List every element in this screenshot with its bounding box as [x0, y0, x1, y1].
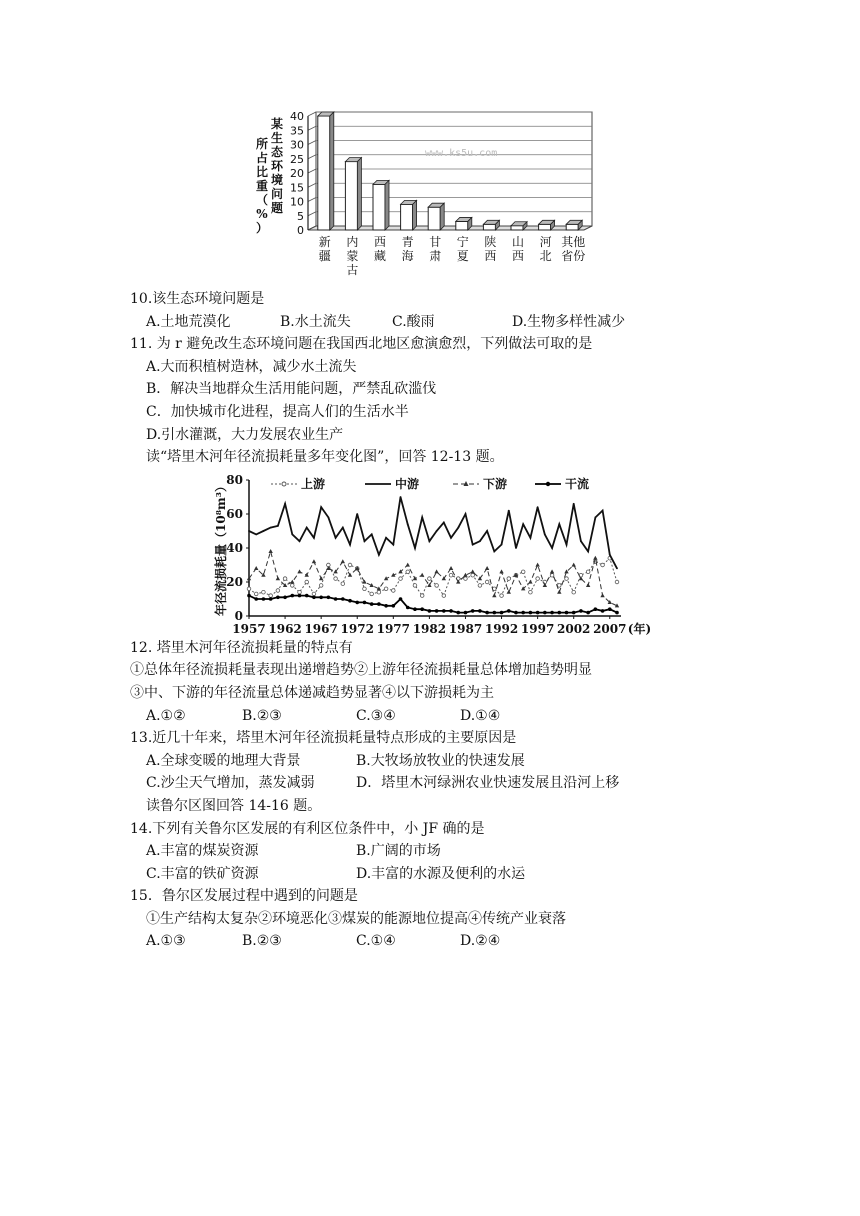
x-tick-line: 北	[539, 249, 552, 263]
y-label-char: ）	[255, 221, 269, 235]
x-axis-label: (年)	[627, 622, 652, 636]
bar	[483, 220, 499, 230]
grid-diagonal	[308, 141, 316, 145]
grid-diagonal	[308, 198, 316, 202]
x-tick-line: 河	[539, 235, 552, 249]
option-a: A.全球变暖的地理大背景	[146, 752, 301, 769]
bar-front	[373, 184, 385, 230]
option-d: D.丰富的水源及便利的水运	[356, 865, 526, 882]
question-12: 12. 塔里木河年径流损耗量的特点有	[130, 639, 353, 656]
x-tick-label	[374, 235, 386, 263]
x-tick-label: 1992	[484, 622, 519, 636]
bar-front	[566, 224, 578, 230]
y-tick-label: 30	[290, 138, 304, 152]
x-tick-line: 肃	[429, 249, 442, 263]
option-b: B.水土流失	[280, 313, 351, 330]
bar	[539, 220, 555, 230]
y-tick-label: 20	[290, 167, 304, 180]
x-tick-line: 藏	[373, 249, 387, 263]
grid-diagonal	[308, 183, 316, 187]
question-15-options	[130, 930, 730, 953]
bars	[318, 112, 582, 230]
question-11-option-d: D.引水灌溉，大力发展农业生产	[146, 426, 344, 443]
y-tick-label: 0	[297, 224, 304, 237]
option-a: A.丰富的煤炭资源	[146, 843, 259, 860]
y-tick-label: 35	[290, 124, 304, 138]
y-tick-label: 80	[226, 473, 243, 487]
bar	[566, 220, 582, 230]
x-tick-line: 新	[318, 235, 331, 249]
bar-side	[357, 158, 361, 230]
x-tick-label: 2002	[557, 622, 591, 636]
x-tick-label	[561, 234, 585, 263]
question-11-option-c: C．加快城市化进程，提高人们的生活水半	[146, 403, 409, 420]
bar-side	[413, 200, 417, 230]
y-tick-label: 20	[226, 575, 243, 589]
option-d: D.②④	[460, 933, 501, 950]
question-12-statement-2: ③中、下游的年径流量总体递减趋势显著④以下游损耗为主	[130, 684, 494, 701]
x-tick-label	[484, 234, 496, 263]
bar-front	[539, 224, 551, 230]
option-b: B.②③	[242, 933, 282, 950]
x-tick-label	[429, 234, 441, 263]
y-label-char: %	[256, 207, 268, 221]
x-tick-line: 疆	[318, 249, 331, 263]
bar	[456, 217, 472, 230]
x-tick-label	[540, 235, 552, 263]
grid-diagonal	[308, 126, 316, 130]
legend-label: 上游	[301, 477, 326, 491]
x-tick-label: 1967	[304, 622, 338, 636]
bar-front	[483, 224, 495, 230]
x-tick-label	[402, 234, 414, 263]
question-10-options	[130, 311, 730, 334]
y-label-char: 问	[270, 187, 284, 201]
option-d: D.生物多样性减少	[512, 313, 626, 330]
x-tick-label: 1972	[340, 622, 374, 636]
x-tick-label: 1987	[448, 622, 483, 636]
grid-diagonal	[308, 112, 316, 116]
option-b: B.广阔的市场	[356, 843, 441, 860]
y-label-char: （	[255, 193, 269, 207]
y-axis-title: 年径流损耗量（10⁸m³）	[214, 480, 228, 616]
y-label-char: 态	[270, 145, 284, 159]
bar	[318, 112, 334, 230]
x-tick-label: 1962	[268, 622, 302, 636]
option-a: A.①②	[146, 707, 186, 724]
y-label-char: 环	[270, 159, 284, 173]
legend-label: 干流	[565, 477, 590, 491]
question-10: 10.该生态环境问题是	[130, 291, 265, 307]
y-tick-label: 40	[226, 541, 243, 555]
y-label-char: 重	[255, 179, 269, 193]
question-text	[130, 288, 730, 953]
y-label-char: 比	[255, 165, 269, 179]
y-tick-label: 25	[290, 152, 304, 166]
question-15: 15．鲁尔区发展过程中遇到的问题是	[130, 888, 358, 905]
x-tick-line: 夏	[456, 249, 469, 263]
option-a: A.土地荒漠化	[146, 313, 231, 330]
x-tick-line: 其他	[561, 235, 586, 249]
y-label-char: 境	[270, 173, 284, 187]
y-label-char: 占	[255, 151, 269, 165]
y-tick-label: 0	[234, 609, 243, 623]
option-d: D.①④	[460, 707, 501, 724]
y-label-char: 所	[255, 137, 269, 151]
x-tick-line: 陕	[484, 235, 497, 249]
question-13-options-ab	[130, 750, 730, 773]
bar-side	[440, 203, 444, 230]
reading-prompt-1: 读“塔里木河年径流损耗量多年变化图”，回答 12-13 题。	[146, 449, 504, 466]
option-c: C.丰富的铁矿资源	[146, 865, 259, 882]
bar	[428, 203, 444, 230]
y-tick-label: 15	[290, 181, 304, 195]
option-c: C.①④	[356, 933, 396, 950]
y-label-char: 生	[270, 131, 284, 145]
x-tick-line: 青	[401, 235, 414, 249]
option-c: C.③④	[356, 707, 396, 724]
x-tick-label	[457, 235, 469, 263]
watermark: www.ks5u.com	[425, 148, 498, 159]
x-tick-line: 海	[401, 249, 414, 263]
x-tick-label: 1982	[412, 622, 447, 636]
option-b: B.②③	[242, 707, 282, 724]
question-11: 11. 为 r 避免改生态环境问题在我国西北地区愈演愈烈，下列做法可取的是	[130, 336, 593, 353]
option-c: C.沙尘天气增加，蒸发减弱	[146, 775, 315, 792]
bar	[401, 200, 417, 230]
x-tick-line: 省份	[561, 249, 586, 263]
legend-label: 中游	[395, 477, 420, 491]
option-b: B.大牧场放牧业的快速发展	[356, 752, 525, 769]
bar-chart	[240, 106, 600, 276]
bar	[345, 158, 361, 230]
x-tick-line: 西	[484, 249, 497, 263]
y-axis-label	[256, 116, 284, 235]
grid-diagonal	[308, 155, 316, 159]
y-tick-label: 40	[290, 110, 304, 123]
x-tick-line: 古	[346, 263, 359, 276]
bar-front	[511, 226, 523, 230]
question-14-options-cd	[130, 863, 730, 886]
bar-side	[385, 180, 389, 230]
x-tick-label: 1957	[232, 622, 266, 636]
x-tick-label: 1977	[376, 622, 411, 636]
question-13-options-cd	[130, 772, 730, 795]
option-d: D．塔里木河绿洲农业快速发展且沿河上移	[356, 775, 620, 792]
x-tick-line: 西	[373, 235, 387, 249]
grid-diagonal	[308, 169, 316, 173]
question-12-statement-1: ①总体年径流损耗量表现出递增趋势②上游年径流损耗量总体增加趋势明显	[130, 662, 592, 679]
y-tick-label: 60	[226, 507, 243, 521]
x-axis-ticks	[319, 234, 585, 276]
bar	[373, 180, 389, 230]
bar-front	[318, 116, 330, 230]
x-tick-line: 宁	[456, 235, 469, 249]
question-11-option-a: A.大而积植树造林，减少水土流失	[146, 358, 357, 375]
x-tick-line: 西	[511, 249, 525, 263]
question-14: 14.下列有关鲁尔区发展的有利区位条件中，小 JF 确的是	[130, 820, 485, 837]
y-label-char: 题	[270, 201, 284, 215]
x-tick-label: 2007	[593, 622, 627, 636]
x-tick-label	[346, 234, 358, 276]
option-a: A.①③	[146, 933, 186, 950]
y-label-char: 某	[270, 117, 284, 131]
y-tick-label: 10	[290, 195, 304, 209]
legend-label: 下游	[483, 477, 508, 491]
bar-front	[428, 207, 440, 230]
x-tick-line: 蒙	[346, 249, 359, 263]
grid-diagonal	[308, 212, 316, 216]
x-tick-line: 山	[511, 235, 525, 249]
x-tick-label	[319, 235, 331, 263]
option-c: C.酸雨	[392, 313, 435, 330]
y-axis-ticks	[290, 110, 304, 237]
x-tick-line: 甘	[429, 235, 442, 249]
question-15-statements: ①生产结构太复杂②环境恶化③煤炭的能源地位提高④传统产业衰落	[146, 910, 566, 927]
y-tick-label: 5	[297, 209, 304, 223]
question-14-options-ab	[130, 840, 730, 863]
question-11-option-b: B．解决当地群众生活用能问题，严禁乱砍滥伐	[146, 381, 437, 398]
bar	[511, 222, 527, 230]
question-12-options	[130, 705, 730, 728]
bar-front	[345, 162, 357, 230]
x-tick-label: 1997	[520, 622, 555, 636]
x-tick-label	[512, 235, 524, 263]
bar-front	[456, 221, 468, 230]
bar-front	[401, 204, 413, 230]
bar-side	[330, 112, 334, 230]
reading-prompt-2: 读鲁尔区图回答 14-16 题。	[146, 797, 322, 814]
x-tick-line: 内	[346, 235, 359, 249]
question-13: 13.近几十年来，塔里木河年径流损耗量特点形成的主要原因是	[130, 730, 517, 747]
